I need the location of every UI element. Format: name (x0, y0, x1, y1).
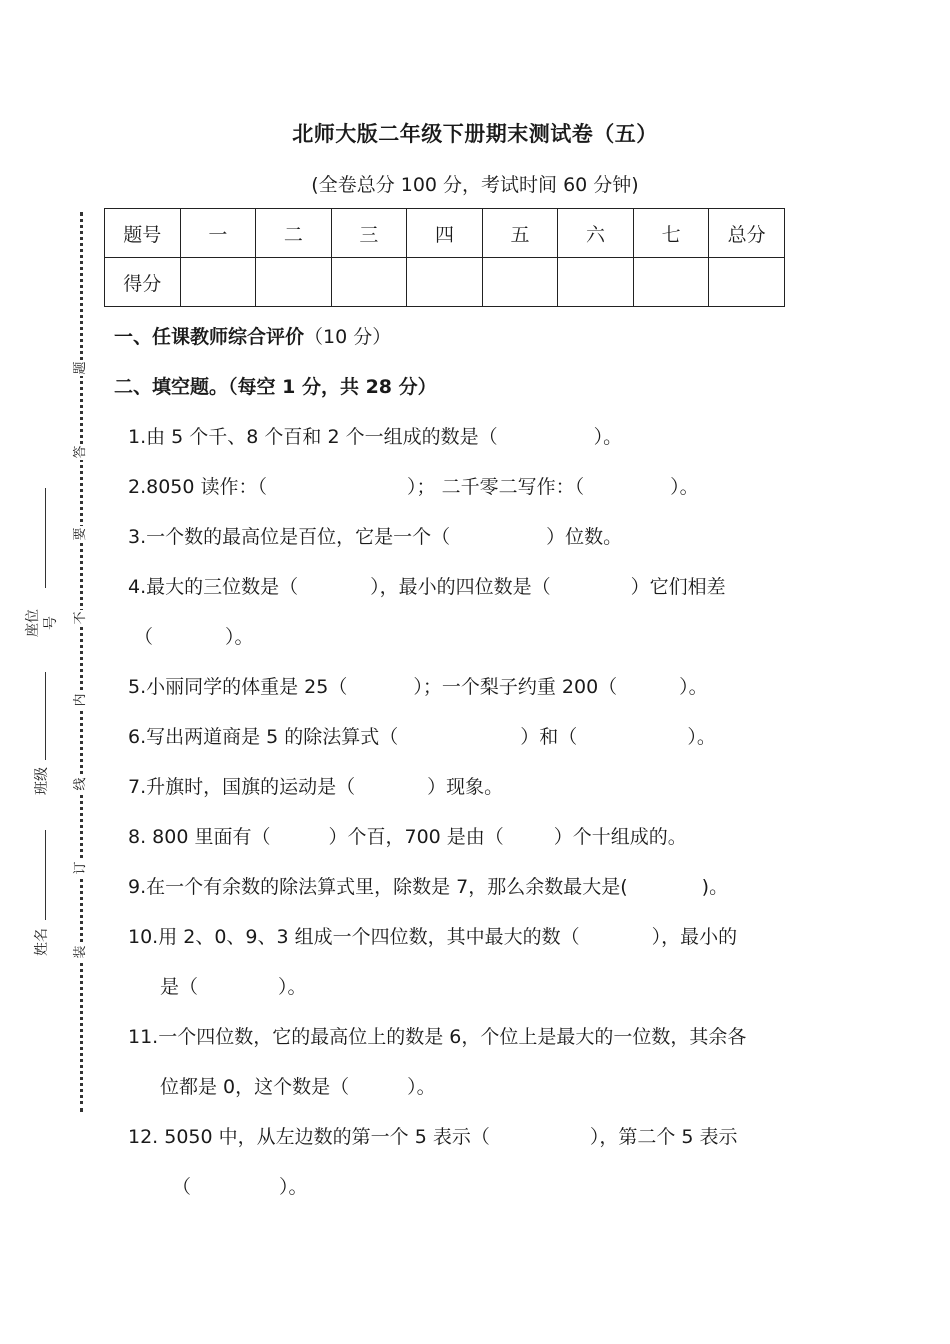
section-1-title: 一、任课教师综合评价 (114, 326, 305, 348)
question-text: ）。 (279, 1176, 308, 1198)
seat-number-label: 座位号 (25, 609, 59, 637)
section-2-heading: 二、填空题。（每空 1 分，共 28 分） (114, 376, 437, 398)
score-cell[interactable] (558, 258, 634, 307)
name-underline (45, 830, 46, 920)
question-text: （ (134, 626, 154, 648)
score-cell[interactable] (709, 258, 785, 307)
question-text: 2.8050 读作：（ (128, 476, 268, 498)
seal-char: 题 (73, 361, 88, 375)
seal-char: 要 (73, 527, 88, 541)
question-2 (128, 472, 699, 499)
score-cell[interactable] (407, 258, 483, 307)
table-cell: 得分 (105, 258, 181, 307)
question-text: 3.一个数的最高位是百位，它是一个（ (128, 526, 451, 548)
question-text: ），最小的四位数是（ (370, 576, 551, 598)
question-text: ）；一个梨子约重 200（ (413, 676, 618, 698)
question-10 (128, 922, 737, 949)
question-text: ）个十组成的。 (553, 826, 687, 848)
seal-char: 内 (73, 693, 88, 707)
question-text: ）个百，700 是由（ (328, 826, 504, 848)
question-1 (128, 422, 622, 449)
score-cell[interactable] (256, 258, 332, 307)
question-text: ）。 (225, 626, 254, 648)
score-cell[interactable] (633, 258, 709, 307)
question-6 (128, 722, 716, 749)
page-title: 北师大版二年级下册期末测试卷（五） (292, 122, 658, 146)
question-10-continued (160, 972, 307, 999)
table-cell: 题号 (105, 209, 181, 258)
question-text: ）。 (687, 726, 716, 748)
score-table (104, 208, 785, 307)
score-cell[interactable] (331, 258, 407, 307)
name-label: 姓名 (34, 928, 50, 956)
class-underline (45, 672, 46, 760)
score-cell[interactable] (482, 258, 558, 307)
question-text: 8. 800 里面有（ (128, 826, 271, 848)
table-cell: 五 (482, 209, 558, 258)
table-cell: 一 (180, 209, 256, 258)
score-table-header-row (105, 209, 785, 258)
section-1-note: （10 分） (304, 326, 392, 348)
table-cell: 六 (558, 209, 634, 258)
question-3 (128, 522, 622, 549)
table-cell: 七 (633, 209, 709, 258)
question-text: （ (172, 1176, 192, 1198)
question-text: ）它们相差 (630, 576, 726, 598)
question-text: ）和（ (520, 726, 578, 748)
question-11 (128, 1022, 746, 1049)
question-11-continued (160, 1072, 436, 1099)
question-text: ）。 (407, 1076, 436, 1098)
question-text: ），最小的 (651, 926, 738, 948)
question-5 (128, 672, 708, 699)
question-text: 1.由 5 个千、8 个百和 2 个一组成的数是（ (128, 426, 498, 448)
table-cell: 三 (331, 209, 407, 258)
table-cell: 总分 (709, 209, 785, 258)
question-text: 是（ (160, 976, 199, 998)
question-text: 12. 5050 中，从左边数的第一个 5 表示（ (128, 1126, 490, 1148)
seal-char: 装 (73, 945, 88, 959)
question-9 (128, 872, 728, 899)
seal-char: 线 (73, 777, 88, 791)
score-cell[interactable] (180, 258, 256, 307)
question-text: ）； 二千零二写作：（ (407, 476, 585, 498)
question-8 (128, 822, 687, 849)
question-text: ）。 (679, 676, 708, 698)
question-text: 4.最大的三位数是（ (128, 576, 299, 598)
question-text: ），第二个 5 表示 (589, 1126, 738, 1148)
question-text: ）现象。 (427, 776, 504, 798)
question-text: ）位数。 (546, 526, 623, 548)
section-1-heading (114, 322, 391, 349)
score-table-score-row (105, 258, 785, 307)
question-text: 11.一个四位数，它的最高位上的数是 6，个位上是最大的一位数，其余各 (128, 1026, 747, 1048)
question-7 (128, 772, 503, 799)
question-4 (128, 572, 726, 599)
question-4-continued (134, 622, 254, 649)
table-cell: 二 (256, 209, 332, 258)
seat-number-underline (45, 488, 46, 588)
question-text: ）。 (670, 476, 699, 498)
question-text: 9.在一个有余数的除法算式里，除数是 7，那么余数最大是( (128, 876, 628, 898)
binding-dotted-line (80, 212, 83, 1112)
question-text: 10.用 2、0、9、3 组成一个四位数，其中最大的数（ (128, 926, 580, 948)
class-label: 班级 (34, 767, 50, 795)
question-12-continued (172, 1172, 308, 1199)
exam-info: (全卷总分 100 分，考试时间 60 分钟) (311, 174, 639, 196)
question-text: 5.小丽同学的体重是 25（ (128, 676, 348, 698)
seal-char: 答 (73, 445, 88, 459)
question-text: ）。 (593, 426, 623, 448)
question-text: 7.升旗时，国旗的运动是（ (128, 776, 356, 798)
question-text: ）。 (278, 976, 307, 998)
table-cell: 四 (407, 209, 483, 258)
question-12 (128, 1122, 738, 1149)
question-text: 位都是 0，这个数是（ (160, 1076, 350, 1098)
question-text: 6.写出两道商是 5 的除法算式（ (128, 726, 399, 748)
question-text: )。 (701, 876, 729, 898)
seal-char: 订 (73, 861, 88, 875)
seal-char: 不 (73, 611, 88, 625)
